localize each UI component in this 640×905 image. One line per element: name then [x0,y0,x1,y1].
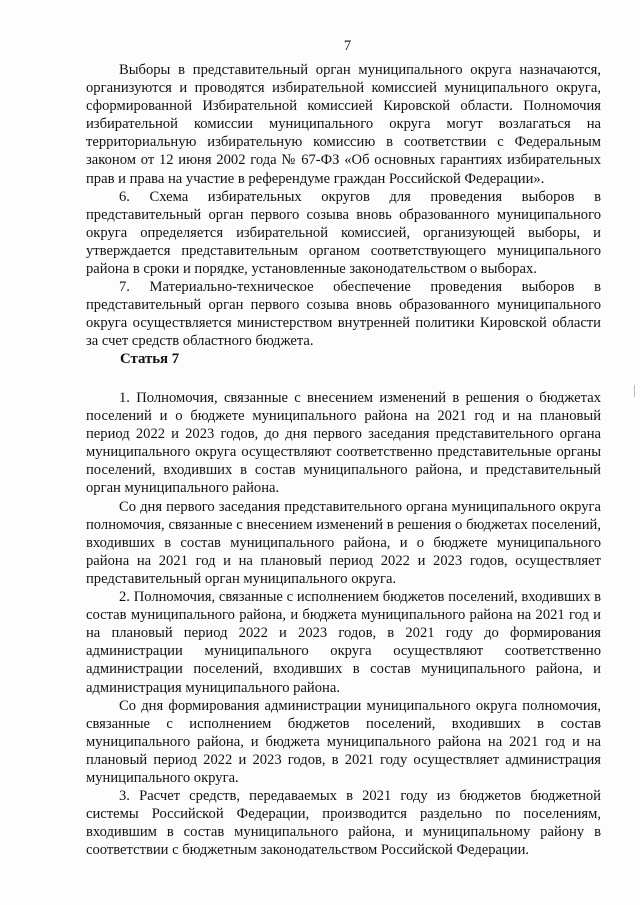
paragraph-elections-organization: Выборы в представительный орган муниципального округа назначаются, организуются и проводятся избирательной комиссией муниципального округа, сформированной Избирательной комиссией Кировской области. Полномочия избирательной комиссии муниципального округа могут возлагаться на территориальную избирательную комиссию в соответствии с Федеральным законом от 12 июня 2002 года № 67-ФЗ «Об основных гарантиях избирательных прав и права на участие в референдуме граждан Российской Федерации». [86,62,601,187]
paragraph-item-1-continued: Со дня первого заседания представительного органа муниципального округа полномочия, связанные с внесением изменений в решения о бюджетах поселений, входивших в состав муниципального района, и о бюджете муниципального района на 2021 год и на плановый период 2022 и 2023 годов, осуществляет представительный орган муниципального округа. [86,498,601,587]
paragraph-item-3: 3. Расчет средств, передаваемых в 2021 году из бюджетов бюджетной системы Российской Федерации, производится раздельно по поселениям, входившим в состав муниципального района, и муниципальному району в соответствии с бюджетным законодательством Российской Федерации. [86,788,601,859]
article-7-body [86,389,601,859]
paragraph-item-7: 7. Материально-техническое обеспечение проведения выборов в представительный орган первого созыва вновь образованного муниципального округа осуществляется министерством внутренней политики Кировской области за счет средств областного бюджета. [86,279,601,350]
scan-edge-mark [634,385,635,397]
article-heading: Статья 7 [120,351,180,367]
paragraph-item-2-continued: Со дня формирования администрации муниципального округа полномочия, связанные с исполнением бюджетов поселений, входивших в состав муниципального района, и бюджета муниципального района на 2021 год и на плановый период 2022 и 2023 годов, в 2021 году осуществляет администрация муниципального округа. [86,697,601,786]
previous-article-continuation [86,61,601,351]
paragraph-item-2: 2. Полномочия, связанные с исполнением бюджетов поселений, входивших в состав муниципального района, и бюджета муниципального района на 2021 год и на плановый период 2022 и 2023 годов, в 2021 году до формирования администрации муниципального округа осуществляют соответственно администрации поселений, входивших в состав муниципального района, и администрация муниципального района. [86,589,601,696]
paragraph-item-1: 1. Полномочия, связанные с внесением изменений в решения о бюджетах поселений и о бюджете муниципального района на 2021 год и на плановый период 2022 и 2023 годов, до дня первого заседания представительного органа муниципального округа осуществляют соответственно представительные органы поселений, входивших в состав муниципального района, и представительный орган муниципального района. [86,390,601,497]
paragraph-item-6: 6. Схема избирательных округов для проведения выборов в представительный орган первого созыва вновь образованного муниципального округа определяется избирательной комиссией, организующей выборы, и утверждается представительным органом соответствующего муниципального района в сроки и порядке, установленные законодательством о выборах. [86,188,601,278]
page-number: 7 [343,38,352,54]
